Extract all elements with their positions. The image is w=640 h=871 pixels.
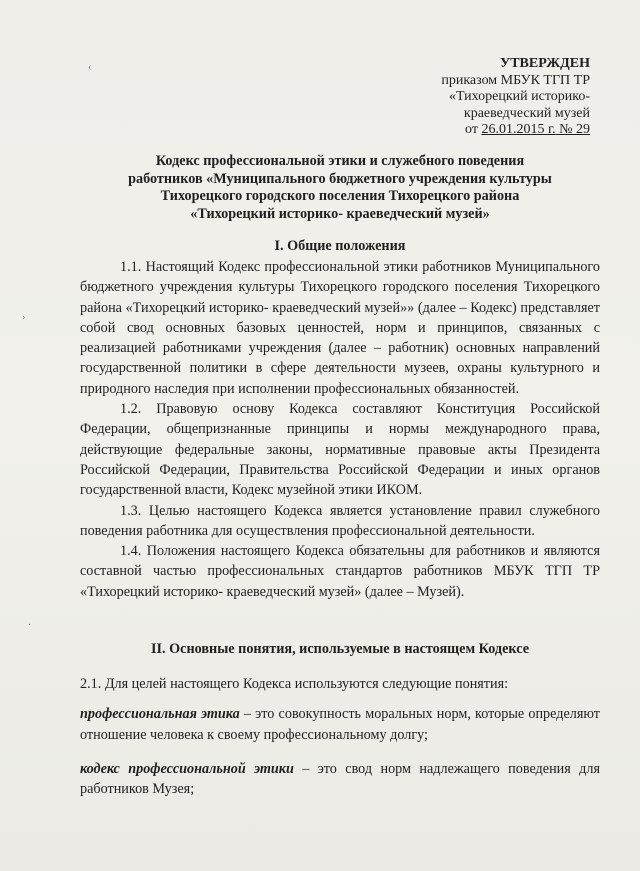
paragraph: 1.4. Положения настоящего Кодекса обязательны для работников и являются составной частью профессиональных стандартов работников МБУК ТГП ТР «Тихорецкий историко- краеведческий музей» (далее – Музей). [80, 543, 600, 600]
title-line: «Тихорецкий историко- краеведческий музей» [190, 205, 490, 222]
section1-body [80, 257, 600, 602]
section-heading: I. Общие положения [274, 238, 406, 254]
approval-line: приказом МБУК ТГП ТР [441, 72, 590, 88]
definition-text: – это совокупность моральных норм, которые определяют отношение человека к своему профессиональному долгу; [80, 706, 600, 743]
scan-mark: › [22, 312, 26, 323]
paragraph: 1.3. Целью настоящего Кодекса является установление правил служебного поведения работника для осуществления профессиональной деятельности. [80, 502, 600, 539]
title-line: Кодекс профессиональной этики и служебного поведения [155, 153, 525, 169]
approval-number: № 29 [555, 122, 590, 137]
approval-date: 26.01.2015 г. [481, 122, 556, 137]
paragraph: 2.1. Для целей настоящего Кодекса используются следующие понятия: [80, 676, 509, 692]
approval-line: краеведческий музей [463, 105, 590, 121]
approval-block [441, 56, 590, 139]
paragraph: 1.1. Настоящий Кодекс профессиональной этики работников Муниципального бюджетного учреждения культуры Тихорецкого городского поселения Тихорецкого района «Тихорецкий историко- краеведческий музей»» (далее – Кодекс) представляет собой свод основных базовых ценностей, норм и принципов, связанных с реализацией работниками учреждения (далее – работник) основных направлений государственной политики в сфере деятельности музеев, охраны культурного и природного наследия при исполнении профессиональных обязанностей. [80, 259, 600, 397]
definition-text: – это свод норм надлежащего поведения для работников Музея; [80, 760, 600, 798]
definition-term: профессиональная этика [80, 706, 240, 723]
paragraph: 1.2. Правовую основу Кодекса составляют Конституция Российской Федерации, общепризнанные принципы и нормы международного права, действующие федеральные законы, нормативные правовые акты Президента Российской Федерации, Правительства Российской Федерации и иных органов государственной власти, Кодекс музейной этики ИКОМ. [80, 401, 600, 499]
date-prefix: от [465, 122, 482, 137]
scan-mark: ‹ [88, 62, 92, 73]
approval-date-line [441, 122, 590, 139]
definition [80, 759, 600, 800]
definition-term: кодекс профессиональной этики [80, 760, 294, 777]
section2-body [80, 674, 600, 813]
approval-label: УТВЕРЖДЕН [499, 56, 590, 71]
title-line: работников «Муниципального бюджетного учреждения культуры [128, 170, 552, 187]
document-title [80, 153, 600, 223]
scan-mark: · [28, 620, 32, 631]
section-heading: II. Основные понятия, используемые в настоящем Кодексе [151, 641, 529, 657]
definition [80, 704, 600, 745]
approval-line: «Тихорецкий историко- [448, 89, 590, 104]
title-line: Тихорецкого городского поселения Тихорецкого района [160, 188, 520, 204]
